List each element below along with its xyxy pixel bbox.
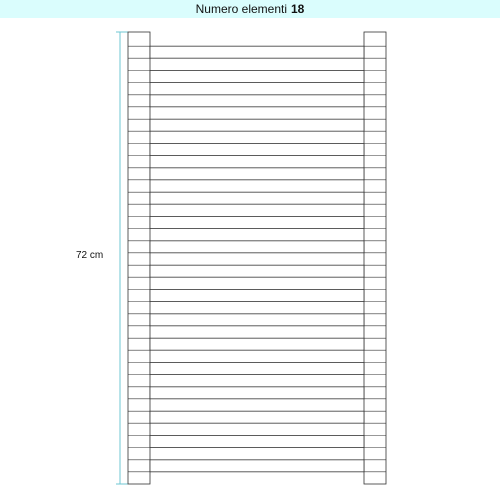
radiator-element <box>150 119 364 131</box>
radiator-element <box>150 290 364 302</box>
left-collector <box>128 32 150 484</box>
radiator-element <box>150 460 364 472</box>
radiator-element <box>150 363 364 375</box>
radiator-element <box>150 144 364 156</box>
radiator-element <box>150 168 364 180</box>
element-count: 18 <box>291 2 305 16</box>
radiator-element <box>150 265 364 277</box>
radiator-element <box>150 436 364 448</box>
radiator-element <box>150 411 364 423</box>
header-label: Numero elementi <box>195 2 287 16</box>
radiator-element <box>150 338 364 350</box>
radiator-element <box>150 95 364 107</box>
radiator-element <box>150 314 364 326</box>
right-collector <box>364 32 386 484</box>
radiator-element <box>150 192 364 204</box>
radiator-element <box>150 71 364 83</box>
radiator-element <box>150 387 364 399</box>
radiator-element <box>150 46 364 58</box>
radiator-element <box>150 217 364 229</box>
height-dimension-label: 72 cm <box>76 250 104 261</box>
radiator-element <box>150 241 364 253</box>
